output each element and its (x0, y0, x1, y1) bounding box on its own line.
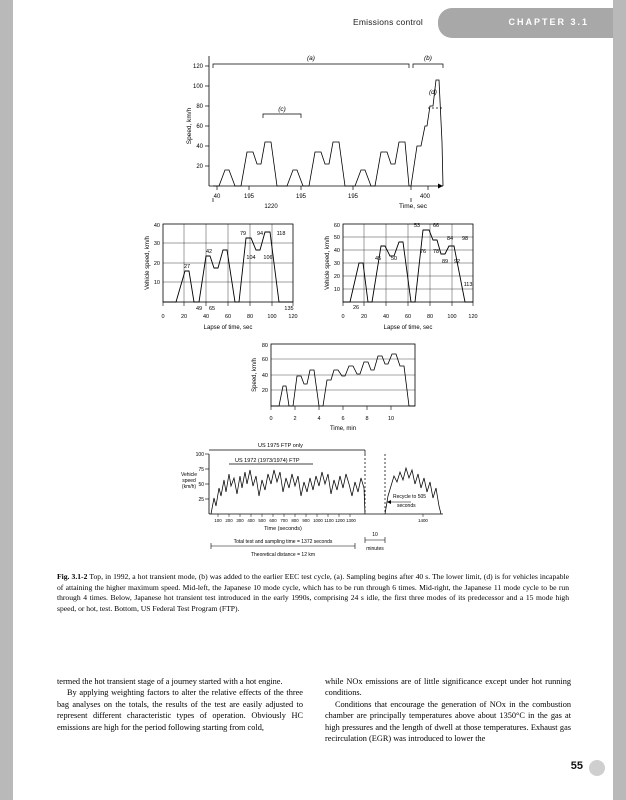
svg-text:75: 75 (198, 467, 204, 473)
figure-caption-text: Top, in 1992, a hot transient mode, (b) was added to the earlier EEC test cycle, (a). Sampling begins after 40 s. The lower limit, (d) is for vehicles incapable of attaining the higher maximum speed. Mid-left, the Japanese 10 mode cycle, which has to be run through 6 times. Mid-right, the Japanese 11 mode cycle to be run through 4 times. Below, Japanese hot transient test introduced in the early 1990s, comprising 24 s idle, the first three modes of its predecessor and a 15 mode high speed, or hot, test. Bottom, US Federal Test Program (FTP). (57, 572, 569, 613)
svg-text:89: 89 (441, 259, 449, 265)
svg-text:40: 40 (196, 144, 203, 150)
svg-text:Speed, km/h: Speed, km/h (252, 358, 258, 392)
svg-text:40: 40 (213, 194, 221, 200)
svg-text:Time, sec: Time, sec (399, 203, 427, 210)
running-head: Emissions control (352, 17, 423, 27)
svg-text:120: 120 (468, 314, 478, 320)
svg-text:79: 79 (239, 231, 247, 237)
svg-text:60: 60 (224, 314, 232, 320)
svg-text:113: 113 (463, 282, 473, 288)
svg-text:84: 84 (446, 236, 454, 242)
svg-text:40: 40 (153, 223, 160, 229)
svg-text:40: 40 (382, 314, 390, 320)
svg-text:60: 60 (404, 314, 412, 320)
svg-text:Speed, km/h: Speed, km/h (186, 107, 193, 145)
chart-japanese-hot-transient (13, 336, 613, 436)
svg-text:4: 4 (317, 416, 321, 422)
svg-text:Recycle to 505: Recycle to 505 (393, 494, 427, 500)
svg-text:40: 40 (261, 373, 268, 379)
svg-text:50: 50 (390, 256, 398, 262)
svg-text:98: 98 (461, 236, 469, 242)
svg-text:40: 40 (333, 248, 340, 254)
svg-text:400: 400 (419, 194, 431, 200)
svg-text:8: 8 (365, 416, 369, 422)
svg-text:20: 20 (180, 314, 188, 320)
paragraph: while NOx emissions are of little significance except under hot running conditions. (325, 677, 571, 698)
svg-text:speed: speed (182, 478, 196, 484)
svg-text:49: 49 (195, 306, 203, 312)
svg-text:Vehicle speed, km/h: Vehicle speed, km/h (145, 236, 151, 290)
svg-text:118: 118 (276, 231, 286, 237)
svg-text:US 1975 FTP only: US 1975 FTP only (258, 443, 303, 449)
svg-text:20: 20 (196, 164, 203, 170)
chart-us-ftp (13, 436, 613, 568)
svg-text:(b): (b) (424, 55, 432, 62)
svg-text:Lapse of time, sec: Lapse of time, sec (203, 325, 253, 331)
svg-text:2: 2 (293, 416, 297, 422)
svg-text:300: 300 (236, 518, 244, 523)
svg-text:94: 94 (256, 231, 264, 237)
svg-text:1220: 1220 (264, 204, 278, 210)
svg-text:minutes: minutes (366, 546, 384, 552)
svg-text:195: 195 (243, 194, 255, 200)
svg-text:(km/h): (km/h) (181, 484, 197, 490)
svg-text:900: 900 (302, 518, 310, 523)
svg-text:80: 80 (261, 343, 268, 349)
svg-text:80: 80 (246, 314, 254, 320)
page-number: 55 (570, 760, 583, 772)
svg-text:500: 500 (258, 518, 266, 523)
body-column-left (57, 676, 303, 758)
svg-text:76: 76 (419, 249, 427, 255)
svg-text:104: 104 (246, 255, 256, 261)
svg-text:20: 20 (333, 274, 340, 280)
svg-text:40: 40 (202, 314, 210, 320)
svg-text:106: 106 (263, 255, 273, 261)
svg-text:0: 0 (269, 416, 273, 422)
paragraph: By applying weighting factors to alter the relative effects of the three bag analyses on the totals, the results of the test are easily adjusted to represent different characteristic types of operation. Obviously HC emissions are high for the period following starting from cold, (57, 688, 303, 732)
svg-text:30: 30 (153, 241, 160, 247)
svg-text:100: 100 (447, 314, 457, 320)
svg-text:45: 45 (374, 256, 382, 262)
svg-text:1000: 1000 (313, 518, 323, 523)
svg-text:400: 400 (247, 518, 255, 523)
svg-text:20: 20 (360, 314, 368, 320)
svg-text:92: 92 (453, 259, 461, 265)
svg-text:10: 10 (333, 287, 340, 293)
svg-text:50: 50 (333, 235, 340, 241)
svg-text:6: 6 (341, 416, 345, 422)
svg-text:26: 26 (352, 305, 360, 311)
svg-text:25: 25 (198, 497, 204, 503)
svg-text:Vehicle speed, km/h: Vehicle speed, km/h (325, 236, 331, 290)
svg-text:(d): (d) (429, 89, 437, 96)
svg-text:120: 120 (288, 314, 298, 320)
figure-number: Fig. 3.1-2 (57, 572, 88, 581)
svg-text:seconds: seconds (397, 503, 416, 509)
svg-text:1200: 1200 (335, 518, 345, 523)
svg-text:Total test and sampling time =: Total test and sampling time = 1372 seconds (233, 539, 333, 545)
svg-text:135: 135 (284, 306, 294, 312)
chapter-label: CHAPTER 3.1 (508, 17, 589, 27)
svg-text:80: 80 (426, 314, 434, 320)
svg-text:1400: 1400 (418, 518, 428, 523)
svg-text:700: 700 (280, 518, 288, 523)
svg-text:30: 30 (333, 261, 340, 267)
paragraph: Conditions that encourage the generation of NOx in the combustion chamber are principally temperatures above about 1350°C in the gas at high pressures and the length of dwell at those temperatures. Exhaust gas recirculation (EGR) was introduced to lower the (325, 699, 571, 744)
svg-text:60: 60 (261, 357, 268, 363)
footer-dot (589, 760, 605, 776)
svg-text:100: 100 (192, 84, 203, 90)
page (13, 0, 613, 800)
svg-text:60: 60 (333, 223, 340, 229)
svg-text:195: 195 (295, 194, 307, 200)
svg-text:42: 42 (205, 249, 213, 255)
svg-text:120: 120 (192, 64, 203, 70)
svg-text:78: 78 (432, 249, 440, 255)
svg-text:Time (seconds): Time (seconds) (264, 526, 302, 532)
paragraph: termed the hot transient stage of a journey started with a hot engine. (57, 677, 283, 686)
svg-text:(a): (a) (307, 55, 315, 62)
svg-text:Vehicle: Vehicle (180, 472, 198, 478)
svg-text:65: 65 (208, 306, 216, 312)
svg-text:0: 0 (341, 314, 345, 320)
page-header (13, 0, 613, 42)
svg-text:1300: 1300 (346, 518, 356, 523)
svg-text:66: 66 (432, 223, 440, 229)
svg-text:100: 100 (267, 314, 277, 320)
svg-text:50: 50 (198, 482, 204, 488)
svg-text:(c): (c) (278, 106, 286, 113)
svg-text:800: 800 (291, 518, 299, 523)
svg-text:195: 195 (347, 194, 359, 200)
svg-text:10: 10 (153, 280, 160, 286)
svg-text:10: 10 (387, 416, 395, 422)
svg-text:20: 20 (153, 261, 160, 267)
svg-text:Time, min: Time, min (329, 426, 357, 432)
svg-text:100: 100 (214, 518, 222, 523)
svg-text:US 1972 (1973/1974) FTP: US 1972 (1973/1974) FTP (235, 458, 300, 464)
svg-text:Lapse of time, sec: Lapse of time, sec (383, 325, 433, 331)
svg-text:60: 60 (196, 124, 203, 130)
chart-japanese-10-and-11-mode (13, 216, 613, 336)
svg-text:1100: 1100 (324, 518, 334, 523)
body-columns (57, 676, 571, 758)
svg-text:10: 10 (372, 532, 378, 538)
figure-caption (57, 572, 569, 614)
svg-text:20: 20 (261, 388, 268, 394)
svg-text:80: 80 (196, 104, 203, 110)
svg-text:27: 27 (183, 264, 191, 270)
svg-text:100: 100 (195, 452, 204, 458)
svg-text:600: 600 (269, 518, 277, 523)
figure-3-1-2 (13, 46, 613, 566)
svg-text:200: 200 (225, 518, 233, 523)
svg-text:Theoretical distance = 12 km: Theoretical distance = 12 km (250, 552, 316, 558)
body-column-right (325, 676, 571, 758)
svg-text:0: 0 (161, 314, 165, 320)
svg-text:53: 53 (413, 223, 421, 229)
chart-eec-cycle (13, 46, 613, 216)
